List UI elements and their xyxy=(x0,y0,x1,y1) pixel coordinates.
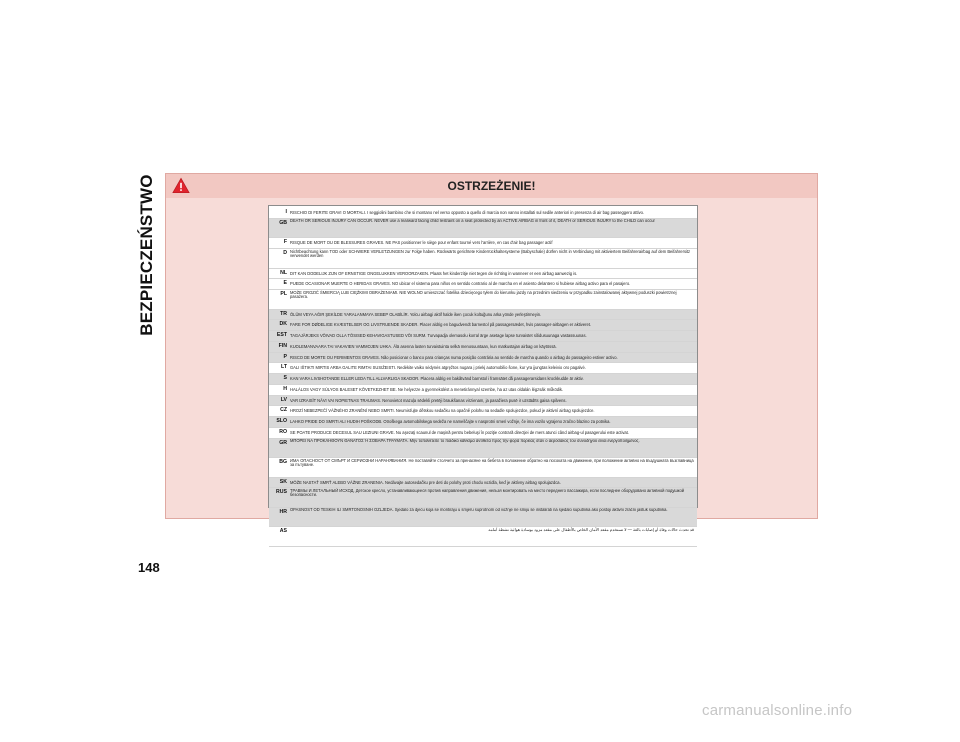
label-row xyxy=(269,488,697,508)
language-warning-text: MÔŽE NASTAŤ SMRŤ ALEBO VÁŽNE ZRANENIA. Nedávajte autosedačku pre deti do polohy proti chodu vozidla, keď je aktívny airbag spolujazdca. xyxy=(290,479,561,485)
language-code: BG xyxy=(279,459,287,465)
language-code: GR xyxy=(279,439,287,446)
language-warning-text: RISQUE DE MORT OU DE BLESSURES GRAVES. NE PAS positionner le siège pour enfant tourné vers l'arrière, en cas d'air bag passager actif xyxy=(290,240,553,246)
language-code: SK xyxy=(279,478,287,485)
language-code: RO xyxy=(279,428,287,435)
label-row xyxy=(269,439,697,459)
label-row xyxy=(269,249,697,269)
language-warning-text: DIT KAN DODELIJK ZIJN OF ERNSTIGE ONGELUKKEN VEROORZAKEN. Plaats het kinderzitje niet tegen de richting in wanneer er een airbag aanwezig is. xyxy=(290,270,578,276)
language-warning-text: Nichtbeachtung kann TOD oder SCHWERE VERLETZUNGEN zur Folge haben. Rückwärts gerichtete Kinderrückhaltesysteme (Babyschale) dürfen nicht in Verbindung mit aktiviertem Beifahrerairbag auf dem Beifahrersitz verwendet werden xyxy=(290,249,691,259)
label-row xyxy=(269,219,697,239)
language-warning-text: GALI IŠTIKTI MIRTIS ARBA GALITE RIMTAI SUSIŽEISTI. Nedėkite vaiko sėdynės atgręžtos nugara į priekį automobilio šone, kur yra įjungtas keleivio oro pagalvė. xyxy=(290,365,586,371)
label-row xyxy=(269,208,697,219)
page-number: 148 xyxy=(138,560,160,575)
language-warning-text: TAGAJÄRJEKS VÕIVAD OLLA TÕSISED KEHAVIGASTUSED VÕI SURM. Turvapadja olemasolu korral ärge asetage lapse turvaistet sõidusuunaga vastassuunas. xyxy=(290,333,587,338)
watermark: carmanualsonline.info xyxy=(702,702,853,719)
language-warning-text: FARE FOR DØDELIGE KVÆSTELSER OG LIVSTRUENDE SKADER. Placer aldrig en bagudvendt barnestol på passagersædet, hvis passager-airbagen er aktiveret. xyxy=(290,322,592,328)
label-row xyxy=(269,290,697,310)
language-code: S xyxy=(283,375,287,381)
language-warning-text: HROZÍ NEBEZPEČÍ VÁŽNÉHO ZRANĚNÍ NEBO SMRTI. Neumisťujte dětskou sedačku na opačně polohu na sedadle spolujezdce, pokud je aktivní airbag spolujezdce. xyxy=(290,408,595,414)
label-row xyxy=(269,353,697,364)
language-warning-text: VAR IZRAISĪT NĀVI VAI NOPIETNAS TRAUMAS. Nenovietot mazuļa sēdekli pretēji braukšanas virzienam, ja pasažiera pusē ir uzstādīts gaisa spilvens. xyxy=(290,397,567,403)
language-code: EST xyxy=(276,332,287,338)
language-warning-text: LAHKO PRIDE DO SMRTI ALI HUDIH POŠKODB. Otroškega avtomobilskega sedeža ne nameščajte v nasprotni smeri vožnje, če ima vozilo vgrajeno zračno blazino za potnika. xyxy=(290,419,611,424)
label-row xyxy=(269,385,697,396)
language-warning-text: KUOLEMANVAARA TAI VAKAVIEN VAMMOJEN UHKA. Älä asenna lasten turvaistuinta selkä menosuuntaan, kun matkustajan airbag on käytössä. xyxy=(290,343,557,349)
label-row xyxy=(269,342,697,353)
language-warning-text: ТРАВМЫ И ЛЕТАЛЬНЫЙ ИСХОД. Детское кресло, устанавливающееся против направления движения, нельзя монтировать на место переднего пассажира, если последнее оборудовано активной подушкой безопасности. xyxy=(290,488,685,498)
language-warning-text: MOŻE GROZIĆ ŚMIERCIĄ LUB CIĘŻKIMI OBRAŻENIAMI. NIE WOLNO umieszczać fotelika dziecięcego tyłem do kierunku jazdy na przednim siedzeniu w przypadku zainstalowanej aktywnej poduszki powietrznej pasażera. xyxy=(290,290,677,300)
section-title: BEZPIECZEŃSTWO xyxy=(137,173,156,336)
language-code: F xyxy=(283,239,287,246)
language-code: CZ xyxy=(280,407,287,414)
language-code: H xyxy=(283,385,287,392)
language-code: AS xyxy=(279,528,287,535)
language-code: DK xyxy=(279,321,287,328)
language-warning-text: SE POATE PRODUCE DECESUL SAU LEZIUNI GRAVE. Nu aşezaţi scaunul de maşină pentru bebeluşi în poziţie contrară direcţiei de mers atunci când airbag-ul pasagerului este activat. xyxy=(290,429,629,435)
language-code: P xyxy=(283,353,287,360)
label-row xyxy=(269,310,697,321)
language-code: HR xyxy=(279,508,287,515)
label-row xyxy=(269,320,697,331)
label-row xyxy=(269,458,697,478)
language-warning-text: KAN VARA LIVSHOTANDE ELLER LEDA TILL ALLVARLIGA SKADOR. Placera aldrig en bakåtvänd barnstol i framsätet då passagerarsidans krockkudde är aktiv. xyxy=(290,376,584,381)
label-row xyxy=(269,417,697,428)
label-row xyxy=(269,238,697,249)
language-code: SLO xyxy=(276,418,287,424)
label-row xyxy=(269,363,697,374)
label-row xyxy=(269,508,697,528)
label-row xyxy=(269,374,697,385)
warning-panel xyxy=(165,173,818,535)
language-code: D xyxy=(283,250,287,256)
label-row xyxy=(269,331,697,342)
language-code: E xyxy=(283,280,287,287)
label-row xyxy=(269,428,697,439)
label-row xyxy=(269,478,697,489)
language-warning-text: RISCHIO DI FERITE GRAVI O MORTALI. I seggiolini bambino che si montano nel verso opposto a quello di marcia non vanno installati sul sedile anteriori in presenza di air bag passeggero attivo. xyxy=(290,210,645,215)
label-row xyxy=(269,279,697,290)
language-code: FIN xyxy=(278,342,287,349)
warning-header xyxy=(166,174,817,198)
language-warning-text: DEATH OR SERIOUS INJURY CAN OCCUR. NEVER use a rearward facing child restraint on a seat protected by an ACTIVE AIRBAG in front of it, DEATH or SERIOUS INJURY to the CHILD can occur xyxy=(290,218,655,224)
language-code: PL xyxy=(280,291,287,297)
language-warning-text: HALÁLOS VAGY SÚLYOS BALESET KÖVETKEZHET BE. Ne helyezze a gyermekülést a menetiránnyal szembe, ha az utas oldalán légzsák működik. xyxy=(290,386,564,392)
language-warning-text: قد تحدث حالات وفاة أو إصابات بالغة — لا تستخدم مقعد الأمان الخاص بالأطفال على مقعد مزود بوسادة هوائية نشطة أمامه xyxy=(488,527,694,532)
section-title-vertical xyxy=(136,172,158,337)
language-warning-text: RISCO DE MORTE OU FERIMENTOS GRAVES. Não posicionar o banco para crianças numa posição contrária ao sentido de marcha quando o airbag do passageiro estiver activo. xyxy=(290,354,618,360)
language-warning-text: PUEDE OCASIONAR MUERTE O HERIDAS GRAVES. NO ubicar el sistema para niños en sentido contrario al de marcha en el asiento delantero si hubiese airbag activo para el pasajero. xyxy=(290,281,631,287)
language-code: RUS xyxy=(276,489,287,496)
language-code: TR xyxy=(280,310,287,317)
language-warning-text: ИМА ОПАСНОСТ ОТ СМЪРТ И СЕРИОЗНИ НАРАНЯВАНИЯ. Не поставяйте столчето за пренасяне на бебета в положение обратно на посоката на движение, при положение активно на въздушната възглавница за пътуване. xyxy=(290,458,694,468)
airbag-warning-label xyxy=(268,205,698,535)
language-code: GB xyxy=(279,219,287,226)
warning-title: OSTRZEŻENIE! xyxy=(447,179,536,193)
language-code: I xyxy=(285,209,287,215)
language-warning-text: OPASNOST OD TEŠKIH ILI SMRTONOSNIH OZLJEDA. Sjedalo za djecu koja se montiraju u smjeru suprotnom od vožnje ne smiju se instalirati na sjedalo suputnika ako postoji aktivni zračni jastuk suputnika. xyxy=(290,507,668,513)
label-row xyxy=(269,406,697,417)
label-row xyxy=(269,269,697,280)
language-code: LT xyxy=(281,364,287,371)
language-code: NL xyxy=(280,269,287,276)
language-warning-text: ΜΠΟΡΕΙ ΝΑ ΠΡΟΚΛΗΘΟΥΝ ΘΑΝΑΤΟΣ Ή ΣΟΒΑΡΑ ΤΡΑΥΜΑΤΑ. Μην τοποθετείτε το παιδικό κάθισμα αντίθετα προς την φορά πορείας όταν ο αερόσακος του συνοδηγού είναι ενεργοποιημένος. xyxy=(290,438,640,443)
language-warning-text: ÖLÜM VEYA AĞIR ŞEKİLDE YARALANMAYA SEBEP OLABİLİR. Yolcu airbagi aktif halde iken çocuk koltuğunu arka yönde yerleştirmeyin. xyxy=(290,311,542,317)
label-row xyxy=(269,527,697,547)
language-code: LV xyxy=(280,396,287,403)
label-row xyxy=(269,396,697,407)
